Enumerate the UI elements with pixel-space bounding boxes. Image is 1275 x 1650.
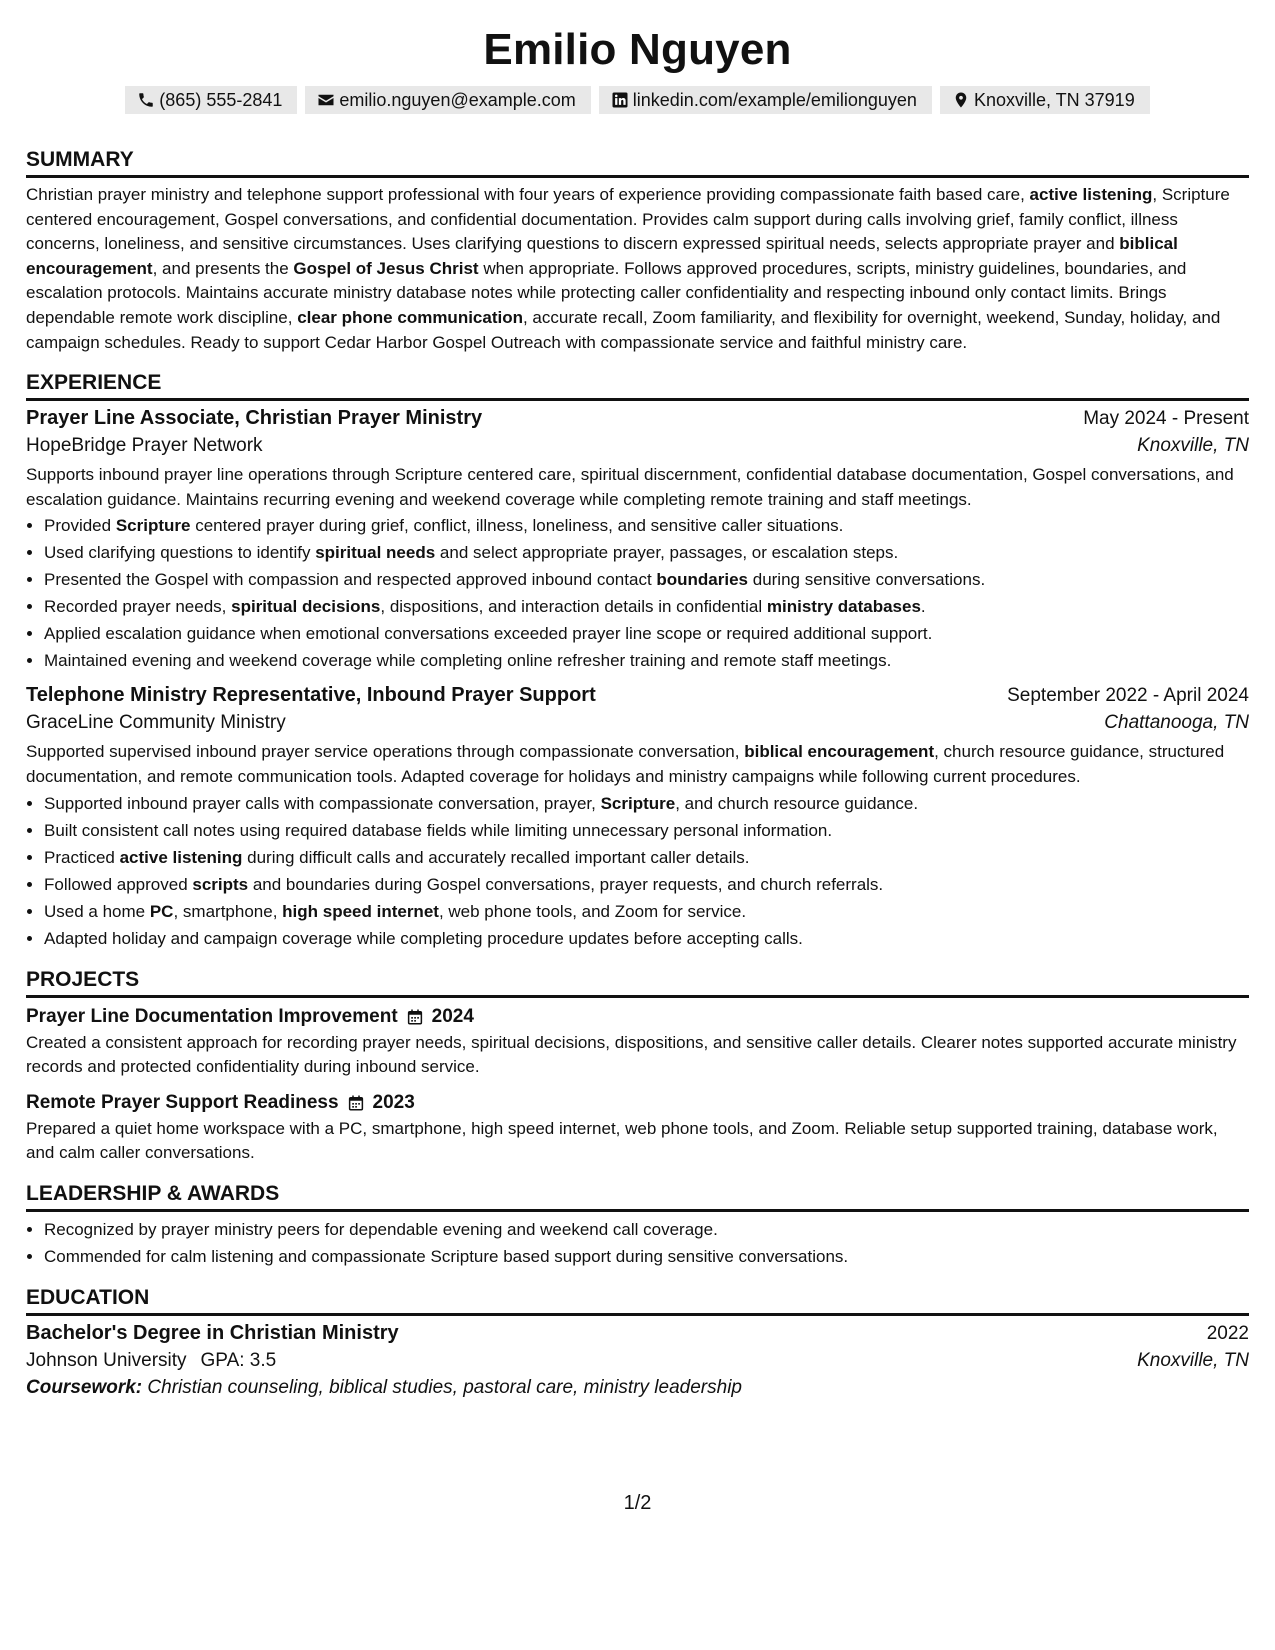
bullet-item	[44, 898, 1249, 925]
text-run: Practiced	[44, 847, 120, 867]
school-name: Johnson University	[26, 1349, 187, 1371]
section-title-summary: SUMMARY	[26, 146, 1249, 178]
leadership-section	[26, 1180, 1249, 1270]
job-dates: May 2024 - Present	[1083, 408, 1249, 430]
summary-section	[26, 146, 1249, 355]
bold-text: boundaries	[656, 570, 749, 590]
projects-section	[26, 966, 1249, 1166]
project-desc: Prepared a quiet home workspace with a PC, smartphone, high speed internet, web phone tools, and Zoom. Reliable setup supported training, database work, and calm caller conversations.	[26, 1118, 1218, 1163]
section-title-leadership: LEADERSHIP & AWARDS	[26, 1180, 1249, 1212]
bold-text: spiritual needs	[315, 543, 436, 563]
bold-text: scripts	[192, 874, 249, 894]
job-entry	[26, 407, 1249, 674]
job-summary	[26, 740, 1249, 789]
bullet-item	[44, 539, 1249, 566]
education-header	[26, 1322, 1249, 1345]
gpa: GPA: 3.5	[200, 1349, 277, 1371]
text-run: Built consistent call notes using required database fields while limiting unnecessary personal information.	[44, 820, 833, 840]
experience-section	[26, 369, 1249, 951]
envelope-icon	[317, 91, 335, 109]
bullet-item	[44, 593, 1249, 620]
job-summary: Supports inbound prayer line operations through Scripture centered care, spiritual discernment, confidential database documentation, Gospel conversations, and escalation guidance. Maintains recurring evening and weekend coverage while completing remote training and staff meetings.	[26, 465, 1234, 509]
text-run: Used a home	[44, 901, 150, 921]
text-run: Followed approved	[44, 874, 193, 894]
project-entry	[26, 1006, 1249, 1080]
text-run: , smartphone,	[173, 901, 283, 921]
text-run: Adapted holiday and campaign coverage while completing procedure updates before accepting calls.	[44, 928, 803, 948]
job-title: Prayer Line Associate, Christian Prayer Ministry	[26, 407, 483, 430]
contact-bar	[26, 86, 1249, 114]
summary-part: , and presents the	[152, 258, 294, 278]
list-item: • Recognized by prayer ministry peers for dependable evening and weekend call coverage.	[44, 1216, 1249, 1243]
leadership-list	[26, 1216, 1249, 1270]
text-run: Used clarifying questions to identify	[44, 543, 316, 563]
summary-bold: biblical encouragement	[26, 234, 1178, 278]
phone-text: (865) 555-2841	[159, 90, 283, 110]
summary-part: Christian prayer ministry and telephone support professional with four years of experience providing compassionate faith based care,	[26, 185, 1030, 204]
bullet-item	[44, 817, 1249, 844]
bullet-item	[44, 566, 1249, 593]
text-run: Applied escalation guidance when emotional conversations exceeded prayer line scope or required additional support.	[44, 624, 933, 644]
list-item: • Commended for calm listening and compassionate Scripture based support during sensitive conversations.	[44, 1243, 1249, 1270]
text-run: Recorded prayer needs,	[44, 597, 232, 617]
linkedin-icon	[611, 91, 629, 109]
coursework-text: Christian counseling, biblical studies, pastoral care, ministry leadership	[147, 1376, 742, 1398]
text-run: Maintained evening and weekend coverage while completing online refresher training and remote staff meetings.	[44, 651, 892, 671]
text-run: Presented the Gospel with compassion and respected approved inbound contact	[44, 570, 657, 590]
summary-bold: active listening	[1029, 185, 1153, 204]
bullet-item	[44, 620, 1249, 647]
job-subheader	[26, 712, 1249, 734]
summary-part: , Scripture centered encouragement, Gospel conversations, and confidential documentation. Provides calm support during calls involving grief, family conflict, illness concerns, loneliness, and sensitive circumstances. Uses clarifying questions to discern expressed spiritual needs, selects appropriate prayer and	[26, 185, 1230, 254]
section-title-projects: PROJECTS	[26, 966, 1249, 998]
school-location: Knoxville, TN	[1137, 1349, 1249, 1371]
linkedin-text: linkedin.com/example/emilionguyen	[632, 90, 917, 110]
bold-text: biblical encouragement	[744, 742, 935, 762]
summary-bold: Gospel of Jesus Christ	[293, 258, 479, 278]
phone-icon	[137, 91, 155, 109]
contact-linkedin	[599, 86, 932, 114]
job-bullets	[26, 790, 1249, 952]
email-text: emilio.nguyen@example.com	[339, 90, 576, 110]
text-run: during difficult calls and accurately recalled important caller details.	[242, 847, 750, 867]
job-company: HopeBridge Prayer Network	[26, 435, 263, 457]
bold-text: spiritual decisions	[231, 597, 381, 617]
text-run: Supported inbound prayer calls with compassionate conversation, prayer,	[44, 793, 601, 813]
text-run: .	[920, 597, 926, 617]
bullet-item	[44, 871, 1249, 898]
project-year: 2023	[372, 1091, 415, 1113]
coursework-label: Coursework:	[26, 1376, 143, 1398]
bold-text: high speed internet	[282, 901, 439, 921]
job-header	[26, 407, 1249, 430]
school-line	[26, 1350, 276, 1372]
project-entry	[26, 1092, 1249, 1166]
project-year: 2024	[431, 1005, 474, 1027]
text-run: centered prayer during grief, conflict, illness, loneliness, and sensitive caller situations.	[190, 516, 844, 536]
summary-part: , accurate recall, Zoom familiarity, and flexibility for overnight, weekend, Sunday, holiday, and campaign schedules. Ready to support Cedar Harbor Gospel Outreach with compassionate service and faithful ministry care.	[26, 307, 1221, 352]
bold-text: PC	[149, 901, 174, 921]
text-run: Supported supervised inbound prayer service operations through compassionate conversation,	[26, 742, 745, 762]
bullet-item	[44, 925, 1249, 952]
text-run: , web phone tools, and Zoom for service.	[438, 901, 747, 921]
calendar-icon	[347, 1094, 365, 1112]
bold-text: active listening	[119, 847, 243, 867]
text-run: , dispositions, and interaction details in confidential	[380, 597, 767, 617]
summary-bold: clear phone communication	[297, 307, 523, 327]
job-subheader	[26, 435, 1249, 457]
contact-phone	[125, 86, 297, 114]
bullet-item	[44, 844, 1249, 871]
calendar-icon	[406, 1008, 424, 1026]
bullet-item	[44, 512, 1249, 539]
text-run: , church resource guidance, structured documentation, and remote communication tools. Adapted coverage for holidays and ministry campaigns while following current procedures.	[26, 742, 1225, 786]
project-header	[26, 1006, 1249, 1028]
summary-text	[26, 183, 1249, 355]
bold-text: ministry databases	[766, 597, 921, 617]
job-location: Knoxville, TN	[1137, 435, 1249, 457]
job-entry	[26, 684, 1249, 951]
summary-part: when appropriate. Follows approved procedures, scripts, ministry guidelines, boundaries, and escalation protocols. Maintains accurate ministry database notes while protecting caller confidentiality and respecting inbound only contact limits. Brings dependable remote work discipline,	[26, 258, 1187, 327]
text-run: Provided	[44, 516, 116, 536]
job-dates: September 2022 - April 2024	[1007, 685, 1249, 707]
location-text: Knoxville, TN 37919	[973, 90, 1135, 110]
education-subheader	[26, 1350, 1249, 1372]
contact-email	[305, 86, 590, 114]
graduation-year: 2022	[1206, 1322, 1249, 1344]
bold-text: Scripture	[115, 516, 191, 536]
job-title: Telephone Ministry Representative, Inbound Prayer Support	[26, 684, 596, 707]
candidate-name: Emilio Nguyen	[483, 25, 792, 74]
project-desc: Created a consistent approach for recording prayer needs, spiritual decisions, dispositions, and sensitive caller details. Clearer notes supported accurate ministry records and protected confidentiality during inbound service.	[26, 1032, 1237, 1077]
project-header	[26, 1092, 1249, 1114]
degree-title: Bachelor's Degree in Christian Ministry	[26, 1321, 399, 1344]
coursework	[26, 1377, 1249, 1399]
section-title-education: EDUCATION	[26, 1284, 1249, 1316]
project-name: Prayer Line Documentation Improvement	[26, 1005, 398, 1027]
resume-page	[26, 0, 1249, 1399]
job-company: GraceLine Community Ministry	[26, 712, 286, 734]
job-bullets	[26, 512, 1249, 674]
bullet-item	[44, 790, 1249, 817]
section-title-experience: EXPERIENCE	[26, 369, 1249, 401]
job-location: Chattanooga, TN	[1104, 712, 1249, 734]
text-run: and boundaries during Gospel conversations, prayer requests, and church referrals.	[248, 874, 884, 894]
project-name: Remote Prayer Support Readiness	[26, 1091, 339, 1113]
bold-text: Scripture	[600, 793, 676, 813]
text-run: during sensitive conversations.	[748, 570, 986, 590]
bullet-item	[44, 647, 1249, 674]
map-pin-icon	[952, 91, 970, 109]
job-header	[26, 684, 1249, 707]
contact-location	[940, 86, 1150, 114]
page-number: 1/2	[623, 1492, 652, 1514]
text-run: and select appropriate prayer, passages, or escalation steps.	[435, 543, 899, 563]
education-section	[26, 1284, 1249, 1399]
text-run: , and church resource guidance.	[675, 793, 919, 813]
